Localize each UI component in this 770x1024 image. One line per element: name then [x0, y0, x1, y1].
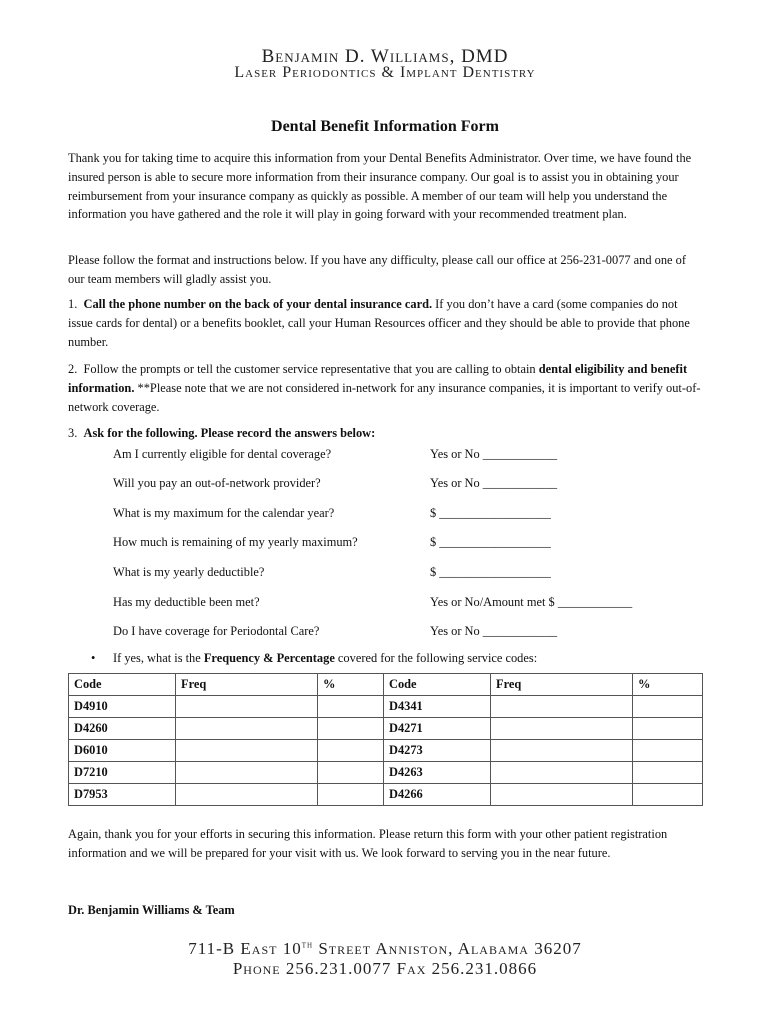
freq-cell[interactable] — [491, 784, 633, 806]
question-row — [113, 476, 713, 494]
question-text: Do I have coverage for Periodontal Care? — [113, 624, 320, 638]
step-1-text: If you don’t have a card (some companies do not issue cards for dental) or a benefits booklet, call your Human Resources officer and they should be able to provide that phone number. — [68, 297, 690, 349]
frequency-bullet — [91, 651, 537, 666]
step-1-bold: Call the phone number on the back of your dental insurance card. — [83, 297, 433, 311]
intro-paragraph: Thank you for taking time to acquire this information from your Dental Benefits Administrator. Over time, we have found the insured person is able to secure more information from their insurance company. Our goal is to assist you in obtaining your reimbursement from your insurance company as quickly as possible. A member of our team will help you understand the information you have gathered and the role it will play in going forward with your recommended treatment plan. — [68, 151, 692, 222]
percent-cell[interactable] — [633, 784, 703, 806]
instructions-paragraph: Please follow the format and instructions below. If you have any difficulty, please call our office at 256-231-0077 and one of our team members will gladly assist you. — [68, 253, 686, 286]
question-text: Has my deductible been met? — [113, 595, 260, 609]
closing-paragraph: Again, thank you for your efforts in securing this information. Please return this form with your other patient registration information and we will be prepared for your visit with us. We look forward to serving you in the near future. — [68, 827, 668, 860]
freq-cell[interactable] — [491, 762, 633, 784]
header-code: Code — [69, 674, 176, 696]
answer-field[interactable]: $ __________________ — [430, 506, 551, 520]
percent-cell[interactable] — [633, 696, 703, 718]
answer-field[interactable]: Yes or No ____________ — [430, 476, 558, 490]
step-2-text: **Please note that we are not considered in-network for any insurance companies, it is important to verify out-of-network coverage. — [68, 380, 701, 414]
question-row — [113, 565, 713, 583]
address-pre: 711-B East 10 — [188, 939, 302, 958]
question-row — [113, 595, 713, 613]
table-row — [69, 784, 703, 806]
footer-phone-fax: Phone 256.231.0077 Fax 256.231.0866 — [232, 959, 538, 978]
bullet-bold: Frequency & Percentage — [203, 651, 335, 665]
step-3-number: 3. — [68, 426, 78, 440]
freq-cell[interactable] — [176, 696, 318, 718]
question-row — [113, 535, 713, 553]
question-text: What is my maximum for the calendar year? — [113, 506, 335, 520]
bullet-icon: • — [91, 651, 96, 665]
percent-cell[interactable] — [318, 740, 384, 762]
header-percent: % — [633, 674, 703, 696]
letterhead-name: Benjamin D. Williams, DMD — [261, 46, 509, 67]
step-3-bold: Ask for the following. Please record the answers below: — [83, 426, 376, 440]
address-sup: th — [301, 939, 314, 951]
step-2-number: 2. — [68, 362, 78, 376]
code-cell: D4260 — [69, 718, 176, 740]
code-cell: D4263 — [384, 762, 491, 784]
header-percent: % — [318, 674, 384, 696]
freq-cell[interactable] — [491, 740, 633, 762]
answer-field[interactable]: $ __________________ — [430, 565, 551, 579]
letterhead-practice: Laser Periodontics & Implant Dentistry — [234, 64, 536, 81]
address-post: Street Anniston, Alabama 36207 — [313, 939, 582, 958]
code-cell: D4341 — [384, 696, 491, 718]
question-row — [113, 506, 713, 524]
step-2-pre: Follow the prompts or tell the customer service representative that you are calling to obtain — [83, 362, 539, 376]
step-3 — [68, 424, 704, 443]
freq-cell[interactable] — [176, 718, 318, 740]
footer-address — [0, 939, 770, 959]
answer-field[interactable]: Yes or No ____________ — [430, 447, 558, 461]
percent-cell[interactable] — [633, 718, 703, 740]
service-codes-table — [68, 673, 703, 806]
answer-field[interactable]: Yes or No ____________ — [430, 624, 558, 638]
freq-cell[interactable] — [176, 762, 318, 784]
code-cell: D4266 — [384, 784, 491, 806]
header-code: Code — [384, 674, 491, 696]
code-cell: D4271 — [384, 718, 491, 740]
step-2 — [68, 360, 704, 416]
table-header-row — [69, 674, 703, 696]
code-cell: D7210 — [69, 762, 176, 784]
table-row — [69, 740, 703, 762]
percent-cell[interactable] — [633, 762, 703, 784]
table-row — [69, 718, 703, 740]
question-text: How much is remaining of my yearly maximum? — [113, 535, 358, 549]
answer-field[interactable]: Yes or No/Amount met $ ____________ — [430, 595, 633, 609]
percent-cell[interactable] — [318, 718, 384, 740]
percent-cell[interactable] — [318, 784, 384, 806]
question-row — [113, 624, 713, 642]
freq-cell[interactable] — [491, 696, 633, 718]
table-row — [69, 762, 703, 784]
header-freq: Freq — [491, 674, 633, 696]
question-text: Am I currently eligible for dental coverage? — [113, 447, 332, 461]
code-cell: D6010 — [69, 740, 176, 762]
code-cell: D7953 — [69, 784, 176, 806]
code-cell: D4273 — [384, 740, 491, 762]
freq-cell[interactable] — [176, 740, 318, 762]
answer-field[interactable]: $ __________________ — [430, 535, 551, 549]
step-2-bold: dental eligibility and benefit information. — [68, 362, 688, 395]
header-freq: Freq — [176, 674, 318, 696]
step-1-number: 1. — [68, 297, 78, 311]
freq-cell[interactable] — [176, 784, 318, 806]
question-text: Will you pay an out-of-network provider? — [113, 476, 321, 490]
signature: Dr. Benjamin Williams & Team — [68, 903, 235, 917]
bullet-text: covered for the following service codes: — [334, 651, 538, 665]
bullet-pre: If yes, what is the — [113, 651, 204, 665]
question-text: What is my yearly deductible? — [113, 565, 265, 579]
step-1 — [68, 295, 704, 351]
question-row — [113, 447, 713, 465]
freq-cell[interactable] — [491, 718, 633, 740]
percent-cell[interactable] — [318, 762, 384, 784]
table-row — [69, 696, 703, 718]
percent-cell[interactable] — [318, 696, 384, 718]
form-title: Dental Benefit Information Form — [271, 118, 499, 135]
code-cell: D4910 — [69, 696, 176, 718]
percent-cell[interactable] — [633, 740, 703, 762]
